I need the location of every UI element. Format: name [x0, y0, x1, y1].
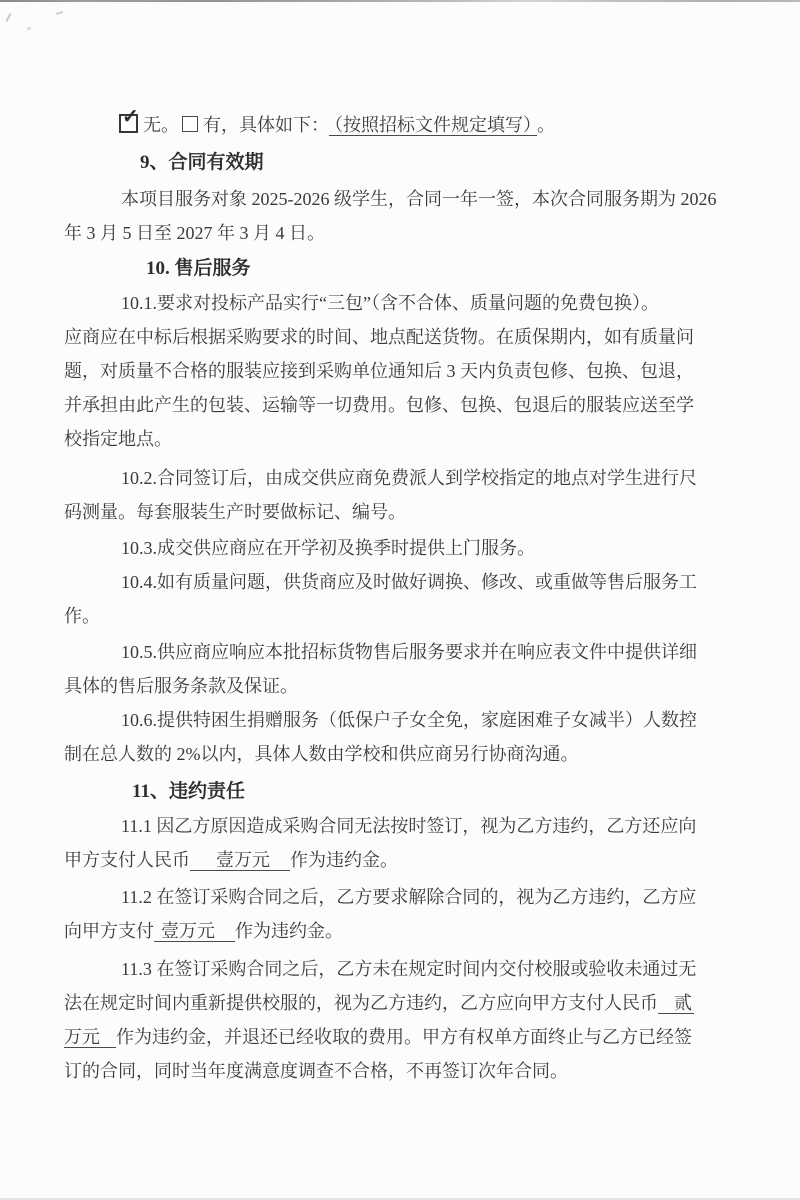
clause-10-5-line-1	[64, 635, 724, 669]
clause-10-5-line-2	[64, 669, 724, 703]
text-segment: 应商应在中标后根据采购要求的时间、地点配送货物。在质保期内，如有质量问	[64, 327, 694, 347]
text-segment: 有，具体如下：	[203, 115, 329, 135]
text-segment: 校指定地点。	[64, 429, 172, 449]
penalty-amount-blank[interactable]: 万元	[64, 1027, 116, 1048]
clause-10-1-line-1	[64, 286, 724, 320]
text-segment: 向甲方支付	[64, 921, 154, 941]
clause-11-2-line-2	[64, 914, 724, 948]
clause-11-2-line-1	[64, 880, 724, 914]
text-segment: 11.2 在签订采购合同之后，乙方要求解除合同的，视为乙方违约，乙方应	[121, 887, 697, 907]
text-segment: 本项目服务对象 2025-2026 级学生，合同一年一签，本次合同服务期为 2026	[121, 189, 717, 209]
text-segment: 并承担由此产生的包装、运输等一切费用。包修、包换、包退后的服装应送至学	[64, 395, 694, 415]
scan-speck	[6, 13, 20, 26]
clause-10-4-line-1	[64, 565, 724, 599]
clause-10-4-line-2	[64, 599, 724, 633]
text-segment: 10.1.要求对投标产品实行“三包”（含不合体、质量问题的免费包换）。	[121, 293, 659, 313]
check-mark: ✓	[122, 106, 139, 128]
text-segment: 作为违约金。	[235, 921, 343, 941]
clause-9-line-2	[64, 216, 724, 250]
clause-10-1-line-5	[64, 422, 724, 456]
text-segment: 具体的售后服务条款及保证。	[64, 676, 298, 696]
clause-10-2-line-2	[64, 495, 724, 529]
text-segment: 年 3 月 5 日至 2027 年 3 月 4 日。	[64, 223, 325, 243]
clause-11-1-line-2	[64, 843, 724, 877]
clause-11-3-line-2	[64, 986, 724, 1020]
text-segment: 无。	[143, 115, 179, 135]
text-segment: 10.6.提供特困生捐赠服务（低保户子女全免，家庭困难子女减半）人数控	[121, 710, 697, 730]
clause-10-1-line-4	[64, 388, 724, 422]
clause-10-2-line-1	[64, 461, 724, 495]
clause-10-6-line-1	[64, 703, 724, 737]
clause-11-heading	[64, 775, 724, 809]
clause-10-3-line-1	[64, 531, 724, 565]
scan-top-edge-artifact	[0, 0, 800, 2]
clause-11-1-line-1	[64, 809, 724, 843]
text-segment: 题，对质量不合格的服装应接到采购单位通知后 3 天内负责包修、包换、包退，	[64, 361, 694, 381]
clause-9-line-1	[64, 182, 724, 216]
clause-11-3-line-1	[64, 952, 724, 986]
penalty-amount-blank[interactable]: 壹万元	[190, 850, 290, 871]
document-content	[64, 108, 724, 1088]
fill-blank-instruction[interactable]: （按照招标文件规定填写）	[329, 115, 537, 136]
checkbox-unchecked-icon[interactable]	[182, 116, 198, 132]
clause-10-heading	[64, 252, 724, 286]
text-segment: 作为违约金，并退还已经收取的费用。甲方有权单方面终止与乙方已经签	[116, 1027, 692, 1047]
text-segment: 10.4.如有质量问题，供货商应及时做好调换、修改、或重做等售后服务工	[121, 572, 697, 592]
clause-9-heading	[64, 146, 724, 180]
text-segment: 码测量。每套服装生产时要做标记、编号。	[64, 502, 406, 522]
clause-10-1-line-2	[64, 320, 724, 354]
text-segment: 10.5.供应商应响应本批招标货物售后服务要求并在响应表文件中提供详细	[121, 642, 697, 662]
text-segment: 。	[537, 115, 555, 135]
clause-10-1-line-3	[64, 354, 724, 388]
text-segment: 订的合同，同时当年度满意度调查不合格，不再签订次年合同。	[64, 1061, 568, 1081]
text-segment: 法在规定时间内重新提供校服的，视为乙方违约，乙方应向甲方支付人民币	[64, 993, 658, 1013]
penalty-amount-blank[interactable]: 贰	[658, 993, 694, 1014]
clause-11-3-line-4	[64, 1054, 724, 1088]
text-segment: 10.2.合同签订后，由成交供应商免费派人到学校指定的地点对学生进行尺	[121, 468, 697, 488]
text-segment: 11.3 在签订采购合同之后，乙方未在规定时间内交付校服或验收未通过无	[121, 959, 697, 979]
clause-11-3-line-3	[64, 1020, 724, 1054]
text-segment: 制在总人数的 2%以内，具体人数由学校和供应商另行协商沟通。	[64, 744, 579, 764]
scan-speck	[56, 11, 63, 15]
checkbox-checked-icon[interactable]	[119, 106, 139, 133]
clause-10-6-line-2	[64, 737, 724, 771]
text-segment: 10. 售后服务	[146, 258, 251, 279]
text-segment: 作为违约金。	[290, 850, 398, 870]
text-segment: 9、合同有效期	[140, 152, 264, 173]
text-segment: 11、违约责任	[132, 781, 245, 802]
text-segment: 作。	[64, 606, 100, 626]
text-segment: 11.1 因乙方原因造成采购合同无法按时签订，视为乙方违约，乙方还应向	[121, 816, 697, 836]
text-segment: 10.3.成交供应商应在开学初及换季时提供上门服务。	[121, 538, 535, 558]
text-segment: 甲方支付人民币	[64, 850, 190, 870]
penalty-amount-blank[interactable]: 壹万元	[154, 921, 235, 942]
scan-speck	[27, 27, 31, 30]
attachment-option-line	[64, 108, 724, 142]
